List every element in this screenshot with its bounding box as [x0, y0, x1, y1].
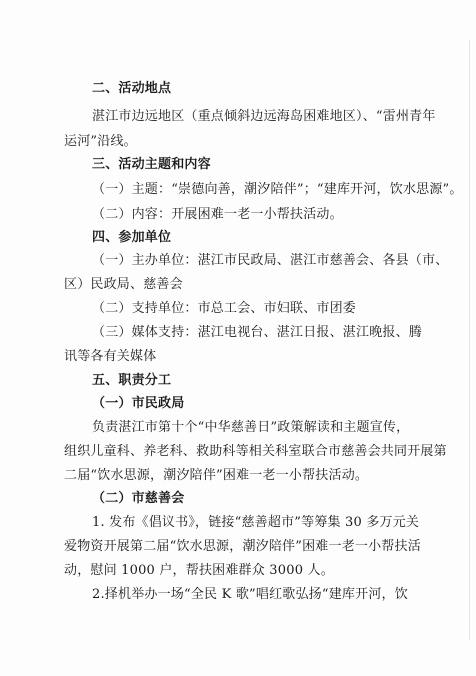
section-heading-duties: 五、职责分工 — [92, 373, 172, 388]
charity-item1-line-1: 1. 发布《倡议书》，链接“慈善超市”等筹集 30 多万元关 — [92, 515, 420, 530]
subheading-charity: （二）市慈善会 — [92, 491, 185, 506]
page-edge-line — [469, 40, 470, 640]
location-text-line-1: 湛江市边远地区（重点倾斜边远海岛困难地区）、“雷州青年 — [92, 109, 436, 124]
media-line-1: （三）媒体支持：湛江电视台、湛江日报、湛江晚报、腾 — [92, 325, 423, 340]
section-heading-theme: 三、活动主题和内容 — [92, 157, 211, 172]
section-heading-location: 二、活动地点 — [92, 81, 172, 96]
civil-affairs-line-3: 二届“饮水思源，潮汐陪伴”困难一老一小帮扶活动。 — [64, 468, 369, 483]
media-line-2: 讯等各有关媒体 — [64, 349, 157, 364]
charity-item2-line-1: 2.择机举办一场“全民 K 歌”唱红歌弘扬“建库开河，饮 — [92, 587, 408, 602]
theme-text: （一）主题：“崇德向善，潮汐陪伴”；“建库开河，饮水思源”。 — [92, 182, 463, 197]
subheading-civil-affairs: （一）市民政局 — [92, 396, 185, 411]
organizer-line-1: （一）主办单位：湛江市民政局、湛江市慈善会、各县（市、 — [92, 253, 449, 268]
charity-item1-line-3: 动，慰问 1000 户，帮扶困难群众 3000 人。 — [64, 563, 334, 578]
charity-item1-line-2: 爱物资开展第二届“饮水思源，潮汐陪伴”困难一老一小帮扶活 — [64, 539, 421, 554]
civil-affairs-line-1: 负责湛江市第十个“中华慈善日”政策解读和主题宣传， — [92, 420, 410, 435]
section-heading-participants: 四、参加单位 — [92, 230, 172, 245]
location-text-line-2: 运河”沿线。 — [64, 134, 137, 149]
organizer-line-2: 区）民政局、慈善会 — [64, 277, 183, 292]
content-text: （二）内容：开展困难一老一小帮扶活动。 — [92, 207, 343, 222]
civil-affairs-line-2: 组织儿童科、养老科、救助科等相关科室联合市慈善会共同开展第 — [64, 444, 447, 459]
supporter-line: （二）支持单位：市总工会、市妇联、市团委 — [92, 301, 357, 316]
